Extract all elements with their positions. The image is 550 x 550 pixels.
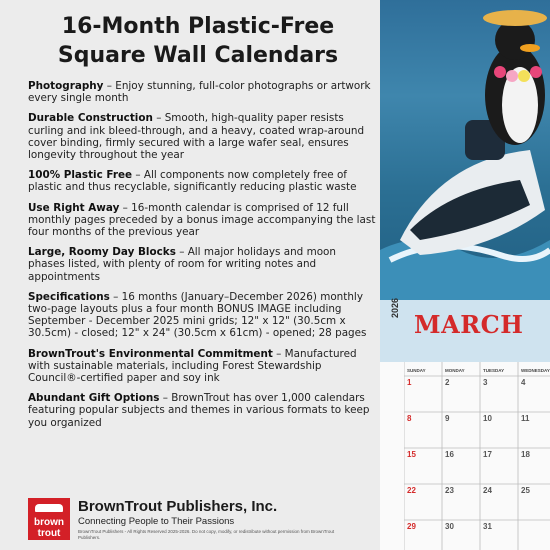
feature-text: – Enjoy stunning, full-color photographs or artwork every single month	[28, 80, 371, 105]
day-number: 18	[521, 450, 530, 459]
feature-label: Photography	[28, 80, 104, 92]
day-number: 30	[445, 522, 454, 531]
feature-day-blocks	[28, 246, 376, 283]
day-number: 31	[483, 522, 492, 531]
day-number: 16	[445, 450, 454, 459]
penguin-jetski-illustration	[380, 0, 550, 320]
day-number: 9	[445, 414, 450, 423]
publisher-name: BrownTrout Publishers, Inc.	[78, 498, 278, 515]
day-number: 29	[407, 522, 416, 531]
publisher-footer	[28, 498, 368, 546]
logo-line-1: brown	[34, 517, 64, 528]
day-number: 22	[407, 486, 416, 495]
day-number: 23	[445, 486, 454, 495]
calendar-year: 2026	[390, 297, 400, 318]
car-icon	[35, 504, 63, 512]
day-number: 17	[483, 450, 492, 459]
calendar-grid	[404, 362, 550, 550]
lei-flower	[530, 66, 542, 78]
feature-text: – Manufactured with sustainable materials, including Forest Stewardship Council®-certified paper and soy ink	[28, 347, 357, 385]
feature-text: – All major holidays and moon phases listed, with plenty of room for writing notes and appointments	[28, 246, 337, 283]
day-number: 24	[483, 486, 492, 495]
day-number: 3	[483, 378, 488, 387]
month-title: MARCH	[414, 310, 524, 339]
feature-text: – All components now completely free of plastic and thus recyclable, significantly reducing plastic waste	[28, 169, 357, 194]
feature-text: – 16-month calendar is comprised of 12 full monthly pages preceded by a bonus image accompanying the last four months of the previous year	[28, 201, 376, 239]
feature-durable-construction	[28, 112, 376, 161]
penguin-beak	[520, 44, 540, 52]
feature-label: Abundant Gift Options	[28, 392, 160, 405]
feature-gift-options	[28, 392, 376, 429]
day-number: 11	[521, 414, 530, 423]
feature-use-right-away	[28, 202, 376, 239]
title-line-1: 16-Month Plastic-Free	[61, 14, 335, 39]
feature-text: – Smooth, high-quality paper resists curling and ink bleed-through, and a heavy, coated wrap-around cover binding, firmly secured with a large wafer seal, ensures longevity throughout the year	[28, 112, 365, 162]
page-title	[28, 12, 368, 70]
weekday-label: TUESDAY	[483, 368, 505, 373]
logo-line-2: trout	[37, 528, 61, 539]
feature-environmental	[28, 348, 376, 385]
calendar-header	[380, 297, 550, 362]
feature-specifications	[28, 291, 376, 340]
feature-photography	[28, 80, 376, 104]
weekday-label: WEDNESDAY	[521, 368, 550, 373]
day-number: 10	[483, 414, 492, 423]
calendar-cover-photo	[380, 0, 550, 320]
title-line-2: Square Wall Calendars	[57, 43, 339, 68]
feature-label: Specifications	[28, 290, 110, 303]
calendar-page	[380, 297, 550, 550]
lei-flower	[506, 70, 518, 82]
feature-text: – 16 months (January–December 2026) monthly two-page layouts plus a four month BONUS IMAGE including September - December 2025 mini grids; 12" x 12" (30.5cm x 30.5cm) - closed; 12" x 24" (30.5cm x 61cm) - opened; 28 pages	[28, 290, 367, 340]
feature-label: Durable Construction	[28, 112, 153, 125]
feature-text: – BrownTrout has over 1,000 calendars featuring popular subjects and themes in various formats to keep you organized	[28, 392, 370, 429]
feature-plastic-free	[28, 169, 376, 193]
weekday-label: SUNDAY	[407, 368, 426, 373]
publisher-tagline: Connecting People to Their Passions	[78, 516, 235, 527]
feature-label: BrownTrout's Environmental Commitment	[28, 347, 273, 360]
feature-label: Use Right Away	[28, 201, 120, 214]
day-number: 4	[521, 378, 526, 387]
day-number: 1	[407, 378, 412, 387]
straw-hat	[483, 10, 547, 26]
feature-list	[28, 80, 376, 437]
day-number: 15	[407, 450, 416, 459]
lei-flower	[494, 66, 506, 78]
day-number: 8	[407, 414, 412, 423]
day-number: 25	[521, 486, 530, 495]
fine-print: BrownTrout Publishers - All Rights Reserved 2025-2026. Do not copy, modify, or redistribute without permission from BrownTrout Publishers.	[78, 529, 335, 540]
weekday-label: MONDAY	[445, 368, 465, 373]
day-number: 2	[445, 378, 450, 387]
lei-flower	[518, 70, 530, 82]
browntrout-logo	[28, 498, 70, 540]
feature-label: 100% Plastic Free	[28, 169, 133, 182]
feature-label: Large, Roomy Day Blocks	[28, 246, 176, 259]
